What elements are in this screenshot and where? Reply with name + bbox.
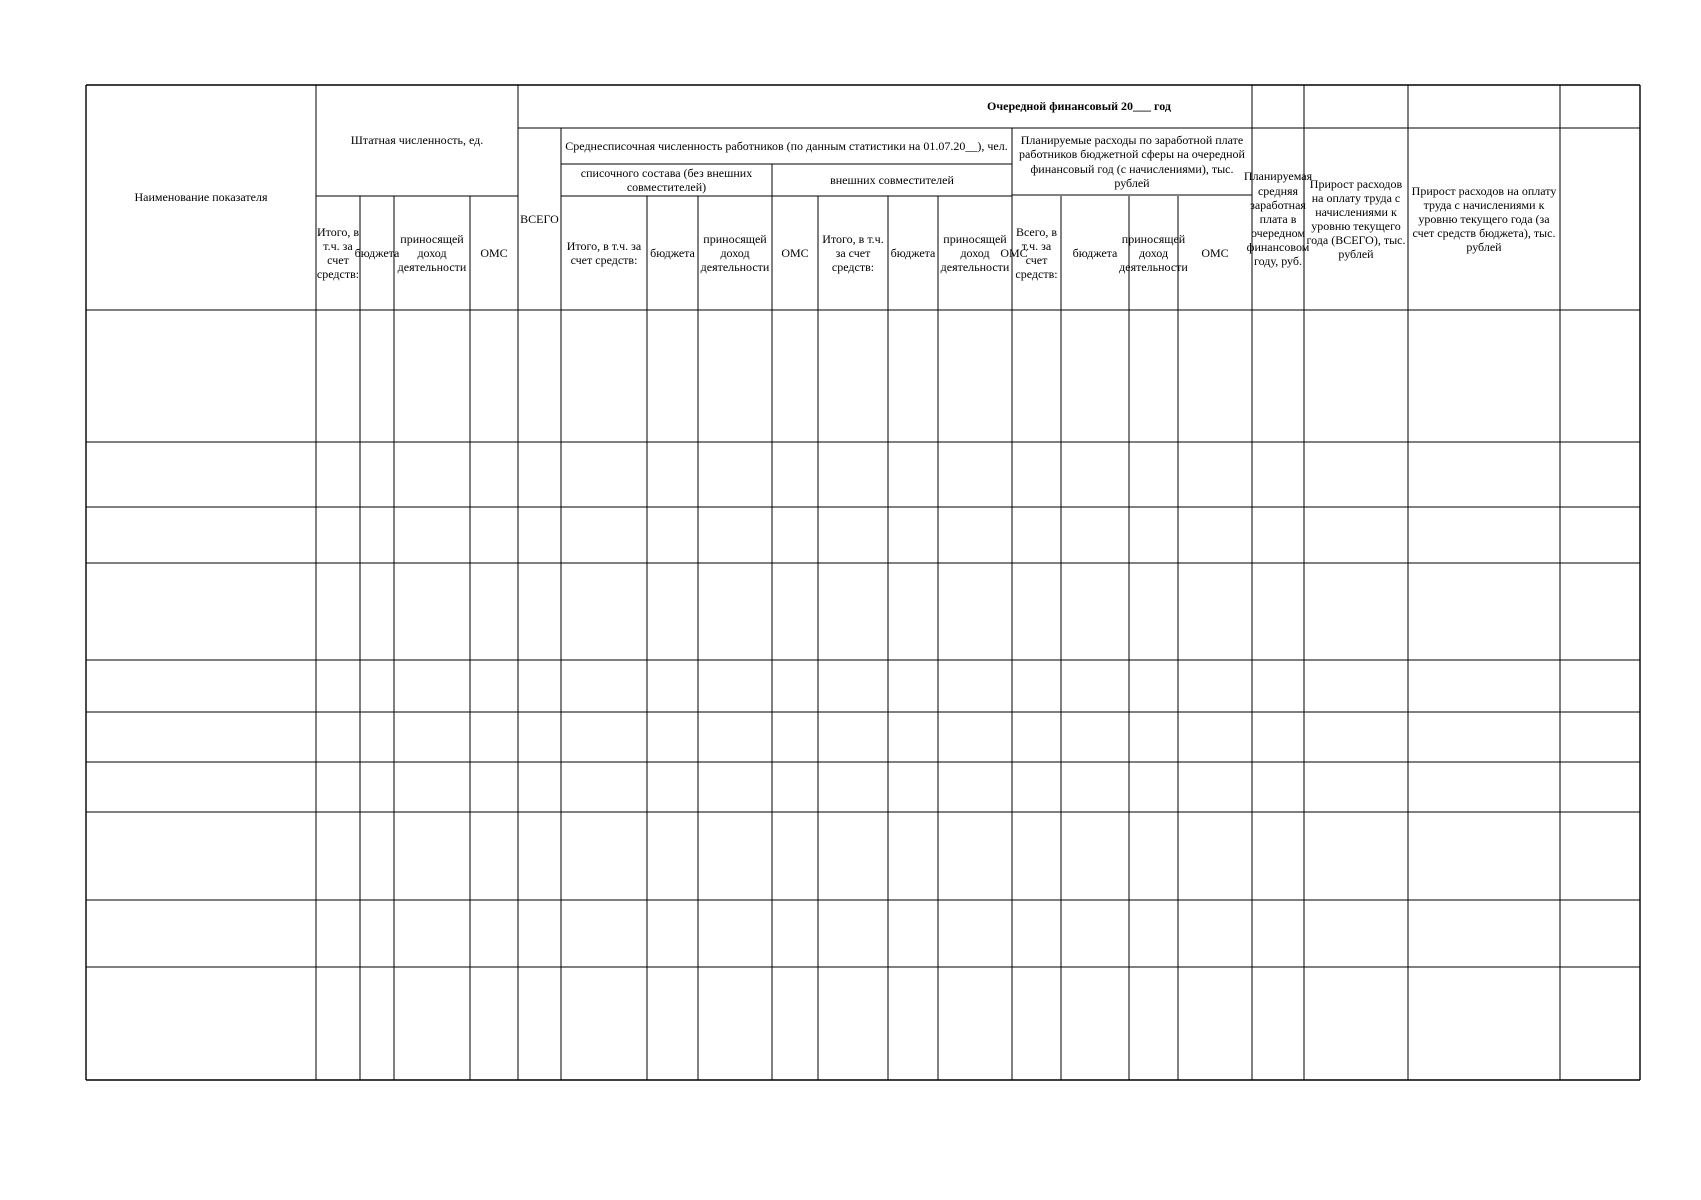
header-list-oms: ОМС	[781, 245, 809, 260]
header-list-budget: бюджета	[650, 245, 695, 260]
header-ext-oms: ОМС	[1000, 245, 1028, 260]
header-planned-salary: Планируемая средняя заработная плата в очередном финансовом году, руб.	[1243, 169, 1313, 269]
header-avg-total: ВСЕГО	[520, 211, 559, 226]
header-staff-income: приносящей доход деятельности	[397, 231, 467, 275]
header-avg-title: Среднесписочная численность работников (по данным статистики на 01.07.20__), чел.	[565, 138, 1008, 153]
header-staff-oms: ОМС	[480, 245, 508, 260]
header-staff-title: Штатная численность, ед.	[350, 133, 484, 148]
header-expenses-title: Планируемые расходы по заработной плате работников бюджетной сферы на очередной финансовый год (с начислениями), тыс. рублей	[1019, 133, 1245, 190]
header-growth-budget: Прирост расходов на оплату труда с начислениями к уровню текущего года (за счет средств бюджета), тыс. рублей	[1411, 183, 1557, 255]
header-expenses-budget: бюджета	[1072, 245, 1118, 260]
header-row-name: Наименование показателя	[134, 190, 268, 205]
header-avg-ext-group: внешних совместителей	[830, 172, 954, 187]
header-staff-total: Итого, в т.ч. за счет средств:	[316, 224, 360, 282]
header-ext-income: приносящей доход деятельности	[940, 231, 1010, 275]
header-period-title: Очередной финансовый 20___ год	[987, 99, 1171, 114]
header-ext-total: Итого, в т.ч. за счет средств:	[822, 231, 884, 275]
header-expenses-total: Всего, в т.ч. за счет средств:	[1015, 224, 1058, 282]
header-ext-budget: бюджета	[890, 245, 936, 260]
header-growth-total: Прирост расходов на оплату труда с начислениями к уровню текущего года (ВСЕГО), тыс. рублей	[1306, 176, 1406, 262]
header-expenses-income: приносящей доход деятельности	[1119, 231, 1188, 275]
header-expenses-oms: ОМС	[1201, 245, 1229, 260]
header-staff-budget: бюджета	[354, 245, 400, 260]
header-list-total: Итого, в т.ч. за счет средств:	[566, 238, 642, 267]
header-list-income: приносящей доход деятельности	[700, 231, 770, 275]
header-avg-list-group: списочного состава (без внешних совместителей)	[580, 165, 753, 194]
